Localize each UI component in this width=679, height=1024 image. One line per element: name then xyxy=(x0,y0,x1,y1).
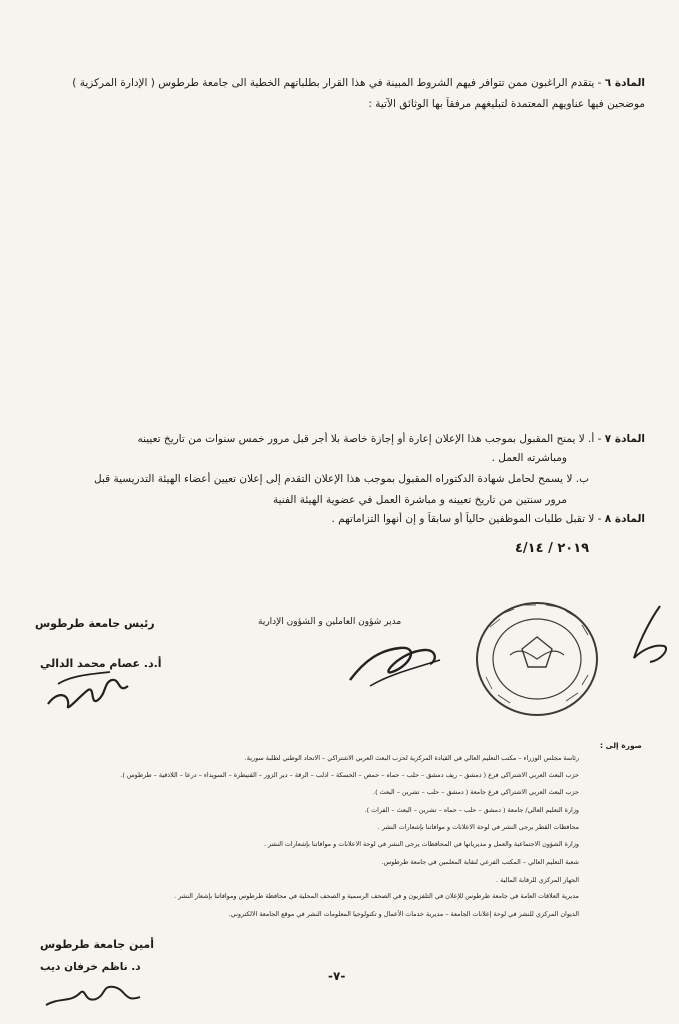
article-8-text: - لا تقبل طلبات الموظفين حالياً أو سابقاً و إن أنهوا التزاماتهم . xyxy=(331,513,602,525)
director-signature xyxy=(340,630,450,690)
director-title: مدير شؤون العاملين و الشؤون الإدارية xyxy=(258,617,402,627)
president-title: رئيس جامعة طرطوس xyxy=(35,617,155,630)
article-7-line-1 xyxy=(30,432,645,446)
right-margin-signature xyxy=(620,600,675,670)
secretary-name: د. ناظم خرفان ديب xyxy=(40,961,141,973)
article-6-label: المادة ٦ xyxy=(604,77,645,89)
cc-item: وزارة الشؤون الاجتماعية والعمل و مديرياتها في المحافظات يرجى النشر في لوحة الاعلانات و موافاتنا بإشعارات النشر . xyxy=(263,840,579,848)
cc-item: الديوان المركزي للنشر في لوحة إعلانات الجامعة – مديرية خدمات الأعمال و تكنولوجيا المعلومات النشر في موقع الجامعة الالكتروني. xyxy=(228,910,579,918)
document-date: ٢٠١٩ / ٤/١٤ xyxy=(515,541,590,556)
article-7-line-2: ومباشرته العمل . xyxy=(491,452,567,464)
article-8-label: المادة ٨ xyxy=(604,513,645,525)
article-7-label: المادة ٧ xyxy=(604,433,645,445)
page-number: -٧- xyxy=(328,969,346,983)
president-signature xyxy=(40,660,140,715)
cc-item: حزب البعث العربي الاشتراكي فرع جامعة ( دمشق – حلب – تشرين – البعث ). xyxy=(373,788,579,796)
cc-item: حزب البعث العربي الاشتراكي فرع ( دمشق – ريف دمشق – حلب – حماه – حمص – الحسكة – ادلب – الرقة – دير الزور – القنيطرة – السويداء – درعا – اللاذقية – طرطوس ). xyxy=(120,771,579,779)
cc-item: رئاسة مجلس الوزراء – مكتب التعليم العالي في القيادة المركزية لحزب البعث العربي الاشتراكي – الاتحاد الوطني لطلبة سورية. xyxy=(244,754,579,762)
secretary-title: أمين جامعة طرطوس xyxy=(40,938,155,951)
president-name: أ.د. عصام محمد الدالي xyxy=(40,657,162,670)
secretary-signature xyxy=(40,975,150,1015)
article-6-line-1 xyxy=(30,76,645,90)
university-seal xyxy=(470,597,605,722)
cc-item: الجهاز المركزي للرقابة المالية . xyxy=(496,876,579,884)
article-8-line xyxy=(30,512,645,526)
cc-heading: صورة إلى : xyxy=(600,741,642,750)
cc-item: وزارة التعليم العالي/ جامعة ( دمشق – حلب – حماه – تشرين – البعث – الفرات ). xyxy=(364,806,579,814)
cc-item: محافظات القطر يرجى النشر في لوحة الاعلانات و موافاتنا بإشعارات النشر . xyxy=(377,823,579,831)
article-6-text-1: - يتقدم الراغبون ممن تتوافر فيهم الشروط المبينة في هذا القرار بطلباتهم الخطية الى جامعة طرطوس ( الإدارة المركزية ) xyxy=(72,77,602,89)
cc-item: شعبة التعليم العالي – المكتب الفرعي لنقابة المعلمين في جامعة طرطوس. xyxy=(381,858,579,866)
article-7-line-4: مرور سنتين من تاريخ تعيينه و مباشرة العمل في عضوية الهيئة الفنية xyxy=(273,494,567,506)
article-6-line-2: موضحين فيها عناويهم المعتمدة لتبليغهم مرفقاً بها الوثائق الآتية : xyxy=(368,98,645,110)
article-7-line-3: ب. لا يسمح لحامل شهادة الدكتوراه المقبول بموجب هذا الإعلان التقدم إلى إعلان تعيين أعضاء الهيئة التدريسية قبل xyxy=(93,473,589,485)
article-7-text-a1: - أ. لا يمنح المقبول بموجب هذا الإعلان إعارة أو إجازة خاصة بلا أجر قبل مرور خمس سنوات من تاريخ تعيينه xyxy=(137,433,602,445)
cc-item: مديرية العلاقات العامة في جامعة طرطوس للإعلان في التلفزيون و في الصحف الرسمية و الصحف المحلية في محافظة طرطوس وموافاتنا بإشعار النشر . xyxy=(174,892,579,900)
